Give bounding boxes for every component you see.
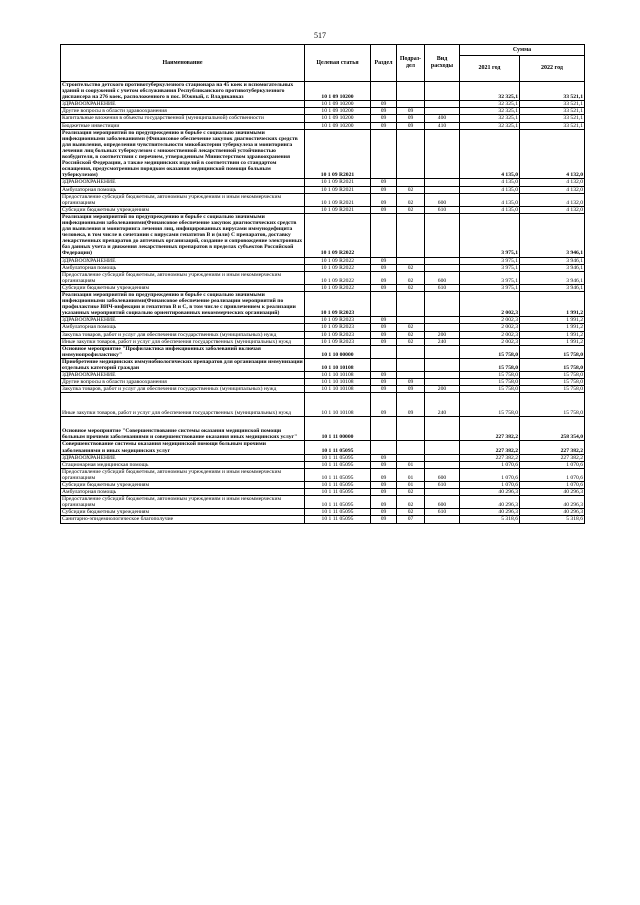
row-expense-type: 400 [425,115,460,122]
row-code: 10 1 11 05095 [305,454,371,461]
row-expense-type [425,372,460,379]
row-name: Другие вопросы в области здравоохранения [61,379,305,386]
row-value-2022: 3 946,1 [520,284,585,291]
row-value-2022: 15 758,0 [520,345,585,358]
table-row [61,206,585,213]
row-value-2021: 40 296,3 [460,496,520,509]
row-expense-type: 240 [425,393,460,417]
row-code: 10 1 09 10200 [305,115,371,122]
row-code: 10 1 10 10108 [305,379,371,386]
row-expense-type [425,489,460,496]
table-row [61,108,585,115]
row-code: 10 1 09 R2021 [305,179,371,186]
row-subsection: 02 [397,324,425,331]
row-value-2022: 15 758,0 [520,358,585,371]
row-section [371,292,397,317]
page-number: 517 [314,31,326,40]
row-name: Предоставление субсидий бюджетным, автономным учреждениям и иным некоммерческим организациям [61,496,305,509]
row-code: 10 1 09 R2022 [305,257,371,264]
row-section [371,213,397,257]
row-value-2021: 2 002,3 [460,331,520,338]
table-row [61,489,585,496]
row-code: 10 1 09 R2023 [305,338,371,345]
row-code: 10 1 09 10200 [305,108,371,115]
header-sum: Сумма [460,45,585,56]
table-row [61,101,585,108]
row-subsection: 09 [397,379,425,386]
table-row [61,213,585,257]
row-subsection [397,213,425,257]
row-code: 10 1 11 05095 [305,441,371,454]
row-subsection: 02 [397,509,425,516]
row-subsection: 09 [397,386,425,393]
row-expense-type: 200 [425,331,460,338]
table-row [61,345,585,358]
row-name: Реализация мероприятий по предупреждению и борьбе с социально значимыми инфекционными заболеваниями(Финансовое обеспечение закупок диагностических средств для выявления и мониторинга лечения лиц, инфицированных вирусами иммунодефицита человека, в том числе в сочетании с вирусами гепатитов В и (или) С препаратов, доставку лекарственных препаратов до аптечных организаций, создание и сопровождение электронных баз данных учета и движения лекарственных препаратов в пределах субъектов Российской Федерации) [61,213,305,257]
table-row [61,358,585,371]
row-section: 09 [371,338,397,345]
row-name: Строительство детского противотуберкулезного стационара на 45 коек и вспомогательных зданий и сооружений с учетом обслуживания Республиканского противотуберкулезного диспансера на 276 коек, расположенного в пос. Южный, г. Владикавказ [61,82,305,101]
row-code: 10 1 11 05095 [305,461,371,468]
row-section: 09 [371,331,397,338]
row-name: Санитарно-эпидемиологическое благополучие [61,516,305,523]
row-section: 09 [371,393,397,417]
row-value-2022: 1 070,6 [520,461,585,468]
row-value-2022: 15 758,0 [520,393,585,417]
row-expense-type [425,292,460,317]
table-row [61,331,585,338]
row-value-2022: 15 758,0 [520,379,585,386]
row-subsection [397,372,425,379]
row-section: 09 [371,489,397,496]
row-name: Закупка товаров, работ и услуг для обеспечения государственных (муниципальных) нужд [61,331,305,338]
row-code: 10 1 09 R2023 [305,324,371,331]
row-value-2021: 3 975,1 [460,284,520,291]
table-row [61,338,585,345]
row-code: 10 1 11 05095 [305,516,371,523]
row-subsection [397,358,425,371]
row-code: 10 1 09 R2022 [305,213,371,257]
row-subsection [397,257,425,264]
row-code: 10 1 10 10108 [305,372,371,379]
row-value-2022: 3 946,1 [520,213,585,257]
row-name: Амбулаторная помощь [61,264,305,271]
row-value-2021: 3 975,1 [460,257,520,264]
row-value-2021: 3 975,1 [460,213,520,257]
row-subsection [397,101,425,108]
row-name: Амбулаторная помощь [61,489,305,496]
table-row [61,317,585,324]
row-section: 09 [371,454,397,461]
row-value-2021: 15 758,0 [460,345,520,358]
row-value-2021: 5 318,6 [460,516,520,523]
row-name: Предоставление субсидий бюджетным, автономным учреждениям и иным некоммерческим организациям [61,468,305,481]
header-name: Наименование [61,45,305,82]
table-row [61,257,585,264]
row-value-2022: 1 991,2 [520,292,585,317]
row-name: Приобретение медицинских иммунобиологических препаратов для организации иммунизации отдельных категорий граждан [62,358,303,372]
row-section: 09 [371,115,397,122]
row-section: 09 [371,271,397,284]
row-value-2022: 33 521,1 [520,122,585,129]
row-code: 10 1 09 R2023 [305,317,371,324]
row-section: 09 [371,481,397,488]
row-section [371,345,397,358]
row-expense-type: 600 [425,496,460,509]
header-section: Раздел [371,45,397,82]
row-section: 09 [371,108,397,115]
row-section: 09 [371,257,397,264]
table-row [61,284,585,291]
row-value-2022: 4 132,0 [520,186,585,193]
row-name: Закупка товаров, работ и услуг для обеспечения государственных (муниципальных) нужд [61,386,305,393]
row-name: ЗДРАВООХРАНЕНИЕ [61,257,305,264]
row-section: 09 [371,193,397,206]
row-value-2022: 15 758,0 [520,386,585,393]
row-expense-type: 200 [425,386,460,393]
row-section: 09 [371,324,397,331]
row-value-2021: 4 135,0 [460,179,520,186]
row-section: 09 [371,186,397,193]
row-value-2022: 1 991,2 [520,338,585,345]
table-row [61,441,585,454]
row-value-2021: 32 325,1 [460,115,520,122]
table-row [61,496,585,509]
table-body [61,82,585,524]
row-value-2021: 15 758,0 [460,372,520,379]
row-subsection: 02 [397,338,425,345]
table-row [61,417,585,441]
row-subsection [397,179,425,186]
row-expense-type: 410 [425,122,460,129]
row-value-2021: 227 382,2 [460,441,520,454]
row-name: ЗДРАВООХРАНЕНИЕ [61,317,305,324]
row-value-2022: 4 132,0 [520,179,585,186]
header-subsection: Подраз-дел [397,45,425,82]
row-name: Амбулаторная помощь [61,324,305,331]
row-name: Совершенствование системы оказания медицинской помощи больным прочими заболеваниями и иных медицинских услуг [61,441,305,454]
row-value-2021: 4 135,0 [460,186,520,193]
table-row [61,468,585,481]
row-value-2022: 1 991,2 [520,324,585,331]
row-expense-type [425,186,460,193]
row-name: Реализация мероприятий по предупреждению и борьбе с социально значимыми инфекционными заболеваниями (Финансовое обеспечение закупок диагностических средств для выявления, определения чувствительности микобактерии туберкулеза и мониторинга лечения лиц больных туберкулезом с множественной лекарственной устойчивостью возбудителя, в соответствии с перечнем, утвержденным Министерством здравоохранения Российской Федерации, а также медицинских изделий в соответствии со стандартом оснащения, предусмотренным порядком оказания медицинской помощи больным туберкулезом) [61,129,305,179]
row-value-2021: 3 975,1 [460,271,520,284]
row-value-2022: 4 132,0 [520,193,585,206]
row-expense-type [425,108,460,115]
row-subsection: 09 [397,393,425,417]
row-expense-type [425,461,460,468]
table-row [61,509,585,516]
row-value-2022: 3 946,1 [520,271,585,284]
row-value-2021: 4 135,0 [460,193,520,206]
row-subsection: 01 [397,461,425,468]
row-section: 09 [371,206,397,213]
row-value-2021: 40 296,3 [460,509,520,516]
row-expense-type [425,454,460,461]
row-name: ЗДРАВООХРАНЕНИЕ [61,454,305,461]
row-expense-type: 610 [425,509,460,516]
table-row [61,129,585,179]
row-section [371,441,397,454]
row-value-2021: 2 002,3 [460,317,520,324]
row-expense-type [425,257,460,264]
row-section: 09 [371,496,397,509]
row-expense-type [425,317,460,324]
row-value-2021: 3 975,1 [460,264,520,271]
row-subsection: 02 [397,489,425,496]
row-expense-type: 610 [425,284,460,291]
row-code: 10 1 09 R2021 [305,193,371,206]
row-value-2022: 227 382,2 [520,441,585,454]
table-row [61,264,585,271]
row-subsection: 09 [397,115,425,122]
row-expense-type: 600 [425,468,460,481]
row-code: 10 1 11 00000 [305,417,371,441]
row-value-2022: 40 296,3 [520,489,585,496]
row-name: Реализация мероприятий по предупреждению и борьбе с социально значимыми инфекционными заболеваниями(Финансовое обеспечение реализации мероприятий по профилактике ВИЧ-инфекции и гепатитов В и С, в том числе с привлечением к реализации указанных мероприятий социально ориентированных некоммерческих организаций) [61,292,305,317]
row-expense-type [425,441,460,454]
row-name: ЗДРАВООХРАНЕНИЕ [61,101,305,108]
row-value-2021: 2 002,3 [460,292,520,317]
table-row [61,193,585,206]
row-name: Другие вопросы в области здравоохранения [61,108,305,115]
row-section: 09 [371,264,397,271]
row-value-2022: 1 991,2 [520,317,585,324]
row-code: 10 1 09 R2023 [305,331,371,338]
row-subsection: 02 [397,271,425,284]
row-name: Амбулаторная помощь [61,186,305,193]
row-value-2021: 1 070,6 [460,461,520,468]
row-name: Предоставление субсидий бюджетным, автономным учреждениям и иным некоммерческим организациям [61,193,305,206]
row-expense-type: 610 [425,206,460,213]
table-row [61,386,585,393]
row-subsection [397,441,425,454]
table-row [61,461,585,468]
row-name: Стационарная медицинская помощь [61,461,305,468]
row-value-2022: 1 991,2 [520,331,585,338]
row-name: Субсидии бюджетным учреждениям [61,284,305,291]
row-section: 09 [371,179,397,186]
row-value-2021: 2 002,3 [460,324,520,331]
row-subsection: 02 [397,186,425,193]
row-value-2021: 15 758,0 [460,379,520,386]
row-expense-type [425,324,460,331]
row-expense-type [425,101,460,108]
row-value-2022: 5 318,6 [520,516,585,523]
row-value-2022: 258 354,0 [520,417,585,441]
row-subsection: 09 [397,108,425,115]
row-code: 10 1 09 R2021 [305,129,371,179]
table-row [61,292,585,317]
row-code: 10 1 11 05095 [305,481,371,488]
row-subsection [397,317,425,324]
row-value-2022: 33 521,1 [520,108,585,115]
row-name: Основное мероприятие "Совершенствование системы оказания медицинской помощи больным прочими заболеваниями и совершенствование оказания иных медицинских услуг" [61,417,305,441]
row-value-2021: 4 135,0 [460,129,520,179]
row-subsection: 09 [397,122,425,129]
row-value-2021: 32 325,1 [460,101,520,108]
row-code: 10 1 09 10200 [305,101,371,108]
header-code: Целевая статья [305,45,371,82]
row-section [371,82,397,101]
row-expense-type: 610 [425,481,460,488]
row-value-2022: 40 296,3 [520,496,585,509]
row-expense-type [425,417,460,441]
row-section: 09 [371,101,397,108]
row-section [371,129,397,179]
row-subsection [397,454,425,461]
row-expense-type [425,516,460,523]
row-code: 10 1 11 05095 [305,489,371,496]
row-expense-type [425,82,460,101]
row-code: 10 1 10 10108 [305,358,371,371]
row-name: Иные закупки товаров, работ и услуг для обеспечения государственных (муниципальных) нужд [61,338,305,345]
row-expense-type [425,358,460,371]
table-row [61,122,585,129]
row-value-2022: 4 132,0 [520,206,585,213]
row-code: 10 1 10 00000 [305,345,371,358]
row-section: 09 [371,284,397,291]
table-row [61,372,585,379]
row-name: Иные закупки товаров, работ и услуг для обеспечения государственных (муниципальных) нужд [61,393,305,417]
row-code: 10 1 09 R2022 [305,271,371,284]
row-value-2021: 40 296,3 [460,489,520,496]
row-subsection [397,417,425,441]
row-section: 09 [371,468,397,481]
table-row [61,393,585,417]
row-code: 10 1 10 10108 [305,393,371,417]
row-value-2022: 33 521,1 [520,101,585,108]
table-row [61,179,585,186]
header-year-2021: 2021 год [460,56,520,82]
row-code: 10 1 11 05095 [305,509,371,516]
row-section [371,358,397,371]
row-code: 10 1 09 10200 [305,122,371,129]
row-subsection: 02 [397,193,425,206]
row-subsection [397,82,425,101]
budget-table [60,44,585,524]
row-value-2021: 1 070,6 [460,468,520,481]
row-section: 09 [371,386,397,393]
row-expense-type [425,129,460,179]
row-code: 10 1 09 R2022 [305,284,371,291]
row-code: 10 1 10 10108 [305,386,371,393]
table-row [61,324,585,331]
row-code: 10 1 09 R2022 [305,264,371,271]
row-expense-type: 600 [425,271,460,284]
table-row [61,454,585,461]
row-name: Предоставление субсидий бюджетным, автономным учреждениям и иным некоммерческим организациям [61,271,305,284]
row-value-2022: 4 132,0 [520,129,585,179]
row-code: 10 1 11 05095 [305,468,371,481]
row-section: 09 [371,122,397,129]
row-name: Субсидии бюджетным учреждениям [61,509,305,516]
row-value-2021: 15 758,0 [460,393,520,417]
row-name: Субсидии бюджетным учреждениям [61,481,305,488]
row-subsection: 01 [397,481,425,488]
row-expense-type [425,264,460,271]
row-value-2021: 15 758,0 [460,386,520,393]
row-name: Бюджетные инвестиции [61,122,305,129]
row-value-2022: 1 070,6 [520,468,585,481]
row-code: 10 1 11 05095 [305,496,371,509]
row-section: 09 [371,516,397,523]
row-section: 09 [371,317,397,324]
table-row [61,516,585,523]
table-row [61,186,585,193]
row-value-2021: 227 382,2 [460,454,520,461]
row-expense-type [425,379,460,386]
row-code: 10 1 09 R2021 [305,206,371,213]
table-row [61,271,585,284]
row-value-2022: 40 296,3 [520,509,585,516]
row-subsection [397,292,425,317]
table-row [61,82,585,101]
row-value-2021: 227 382,2 [460,417,520,441]
row-subsection: 02 [397,284,425,291]
row-expense-type [425,179,460,186]
row-value-2021: 32 325,1 [460,108,520,115]
row-name: ЗДРАВООХРАНЕНИЕ [61,372,305,379]
row-section: 09 [371,509,397,516]
row-value-2021: 32 325,1 [460,122,520,129]
row-subsection: 02 [397,206,425,213]
table-row [61,115,585,122]
row-value-2021: 4 135,0 [460,206,520,213]
row-expense-type: 240 [425,338,460,345]
row-value-2022: 33 521,1 [520,82,585,101]
row-subsection: 02 [397,331,425,338]
row-value-2022: 3 946,1 [520,264,585,271]
row-section: 09 [371,461,397,468]
row-value-2021: 32 325,1 [460,82,520,101]
row-section: 09 [371,379,397,386]
header-year-2022: 2022 год [520,56,585,82]
row-subsection [397,129,425,179]
row-subsection: 01 [397,468,425,481]
row-name: Субсидии бюджетным учреждениям [61,206,305,213]
row-section [371,417,397,441]
row-value-2021: 1 070,6 [460,481,520,488]
row-expense-type: 600 [425,193,460,206]
row-value-2022: 3 946,1 [520,257,585,264]
row-subsection: 02 [397,264,425,271]
row-name: ЗДРАВООХРАНЕНИЕ [61,179,305,186]
row-value-2022: 1 070,6 [520,481,585,488]
row-name: Основное мероприятие "Профилактика инфекционных заболеваний включая иммунопрофилактику" [61,345,305,358]
row-subsection: 07 [397,516,425,523]
row-expense-type [425,345,460,358]
header-expense-type: Вид расходы [425,45,460,82]
row-code: 10 1 09 R2021 [305,186,371,193]
row-value-2021: 2 002,3 [460,338,520,345]
row-value-2022: 227 382,2 [520,454,585,461]
row-value-2022: 33 521,1 [520,115,585,122]
row-code: 10 1 09 10200 [305,82,371,101]
table-row [61,379,585,386]
table-row [61,481,585,488]
row-expense-type [425,213,460,257]
row-subsection: 02 [397,496,425,509]
row-name: Капитальные вложения в объекты государственной (муниципальной) собственности [61,115,305,122]
row-subsection [397,345,425,358]
row-code: 10 1 09 R2023 [305,292,371,317]
row-section: 09 [371,372,397,379]
row-value-2021: 15 758,0 [460,358,520,371]
row-value-2022: 15 758,0 [520,372,585,379]
